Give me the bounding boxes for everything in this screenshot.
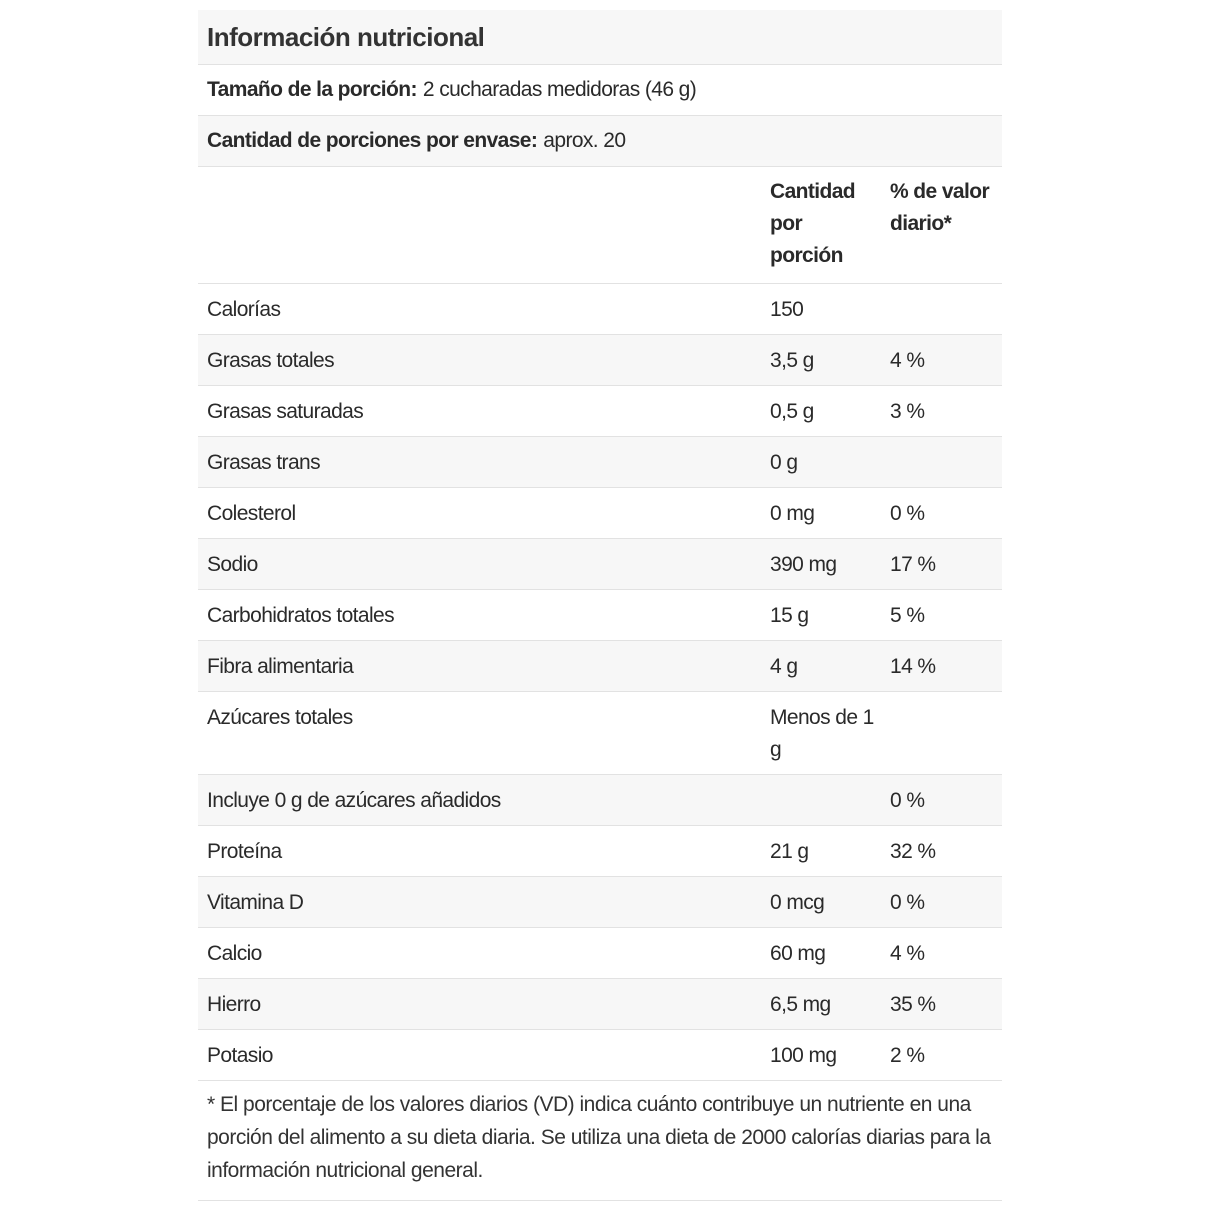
serving-size-value: 2 cucharadas medidoras (46 g) [422,78,697,101]
nutrient-amount: 60 mg [761,928,882,979]
nutrient-daily-value: 0 % [882,877,1002,928]
nutrient-row [198,437,1002,488]
nutrient-name: Fibra alimentaria [198,641,761,692]
nutrient-daily-value: 17 % [882,539,1002,590]
nutrient-name: Calorías [198,284,761,335]
nutrient-row [198,641,1002,692]
nutrient-row [198,386,1002,437]
servings-per-container-value: aprox. 20 [543,129,626,152]
nutrient-amount: 390 mg [761,539,882,590]
serving-size-label: Tamaño de la porción: [207,78,417,101]
nutrient-amount: 6,5 mg [761,979,882,1030]
nutrient-row [198,928,1002,979]
nutrient-name: Azúcares totales [198,692,761,775]
nutrient-daily-value: 14 % [882,641,1002,692]
nutrient-row [198,692,1002,775]
nutrient-amount [761,775,882,826]
serving-size-row [198,65,1002,116]
servings-per-container-label: Cantidad de porciones por envase: [207,129,538,152]
nutrient-amount: 150 [761,284,882,335]
servings-per-container-row [198,116,1002,167]
nutrient-row [198,335,1002,386]
nutrient-name: Sodio [198,539,761,590]
nutrition-title: Información nutricional [207,21,485,52]
daily-value-footnote: * El porcentaje de los valores diarios (VD) indica cuánto contribuye un nutriente en una porción del alimento a su dieta diaria. Se utiliza una dieta de 2000 calorías diarias para la información nutricional general. [198,1081,1002,1201]
nutrient-daily-value: 0 % [882,488,1002,539]
nutrient-name: Potasio [198,1030,761,1081]
nutrient-daily-value: 4 % [882,928,1002,979]
nutrient-row [198,1030,1002,1081]
nutrient-daily-value: 2 % [882,1030,1002,1081]
nutrient-amount: 15 g [761,590,882,641]
nutrient-rows [198,284,1002,1081]
nutrient-amount: 0,5 g [761,386,882,437]
nutrient-name: Carbohidratos totales [198,590,761,641]
nutrient-daily-value [882,692,1002,775]
nutrition-table [198,167,1002,1081]
nutrient-daily-value: 5 % [882,590,1002,641]
nutrient-name: Grasas totales [198,335,761,386]
amount-column-header: Cantidad por porción [761,167,882,284]
nutrient-amount: 0 mcg [761,877,882,928]
nutrient-name: Incluye 0 g de azúcares añadidos [198,775,761,826]
nutrient-daily-value: 32 % [882,826,1002,877]
nutrient-amount: 21 g [761,826,882,877]
nutrient-daily-value [882,284,1002,335]
nutrient-name: Calcio [198,928,761,979]
nutrient-amount: 0 g [761,437,882,488]
nutrient-amount: 3,5 g [761,335,882,386]
nutrient-name: Proteína [198,826,761,877]
nutrient-row [198,284,1002,335]
nutrition-facts-panel [198,10,1002,1201]
nutrient-daily-value [882,437,1002,488]
nutrient-name: Colesterol [198,488,761,539]
nutrient-row [198,979,1002,1030]
nutrient-daily-value: 3 % [882,386,1002,437]
nutrient-row [198,539,1002,590]
nutrient-amount: 0 mg [761,488,882,539]
nutrient-daily-value: 0 % [882,775,1002,826]
nutrient-daily-value: 4 % [882,335,1002,386]
nutrient-amount: 100 mg [761,1030,882,1081]
nutrient-name: Grasas saturadas [198,386,761,437]
nutrient-row [198,826,1002,877]
nutrient-amount: 4 g [761,641,882,692]
nutrient-name: Grasas trans [198,437,761,488]
nutrient-row [198,488,1002,539]
nutrient-row [198,775,1002,826]
nutrient-row [198,590,1002,641]
nutrition-title-row [198,10,1002,65]
nutrient-daily-value: 35 % [882,979,1002,1030]
nutrient-amount: Menos de 1 g [761,692,882,775]
nutrition-header-row [198,167,1002,284]
nutrient-name: Hierro [198,979,761,1030]
daily-value-column-header: % de valor diario* [882,167,1002,284]
nutrient-column-header [198,167,761,284]
nutrient-name: Vitamina D [198,877,761,928]
nutrient-row [198,877,1002,928]
